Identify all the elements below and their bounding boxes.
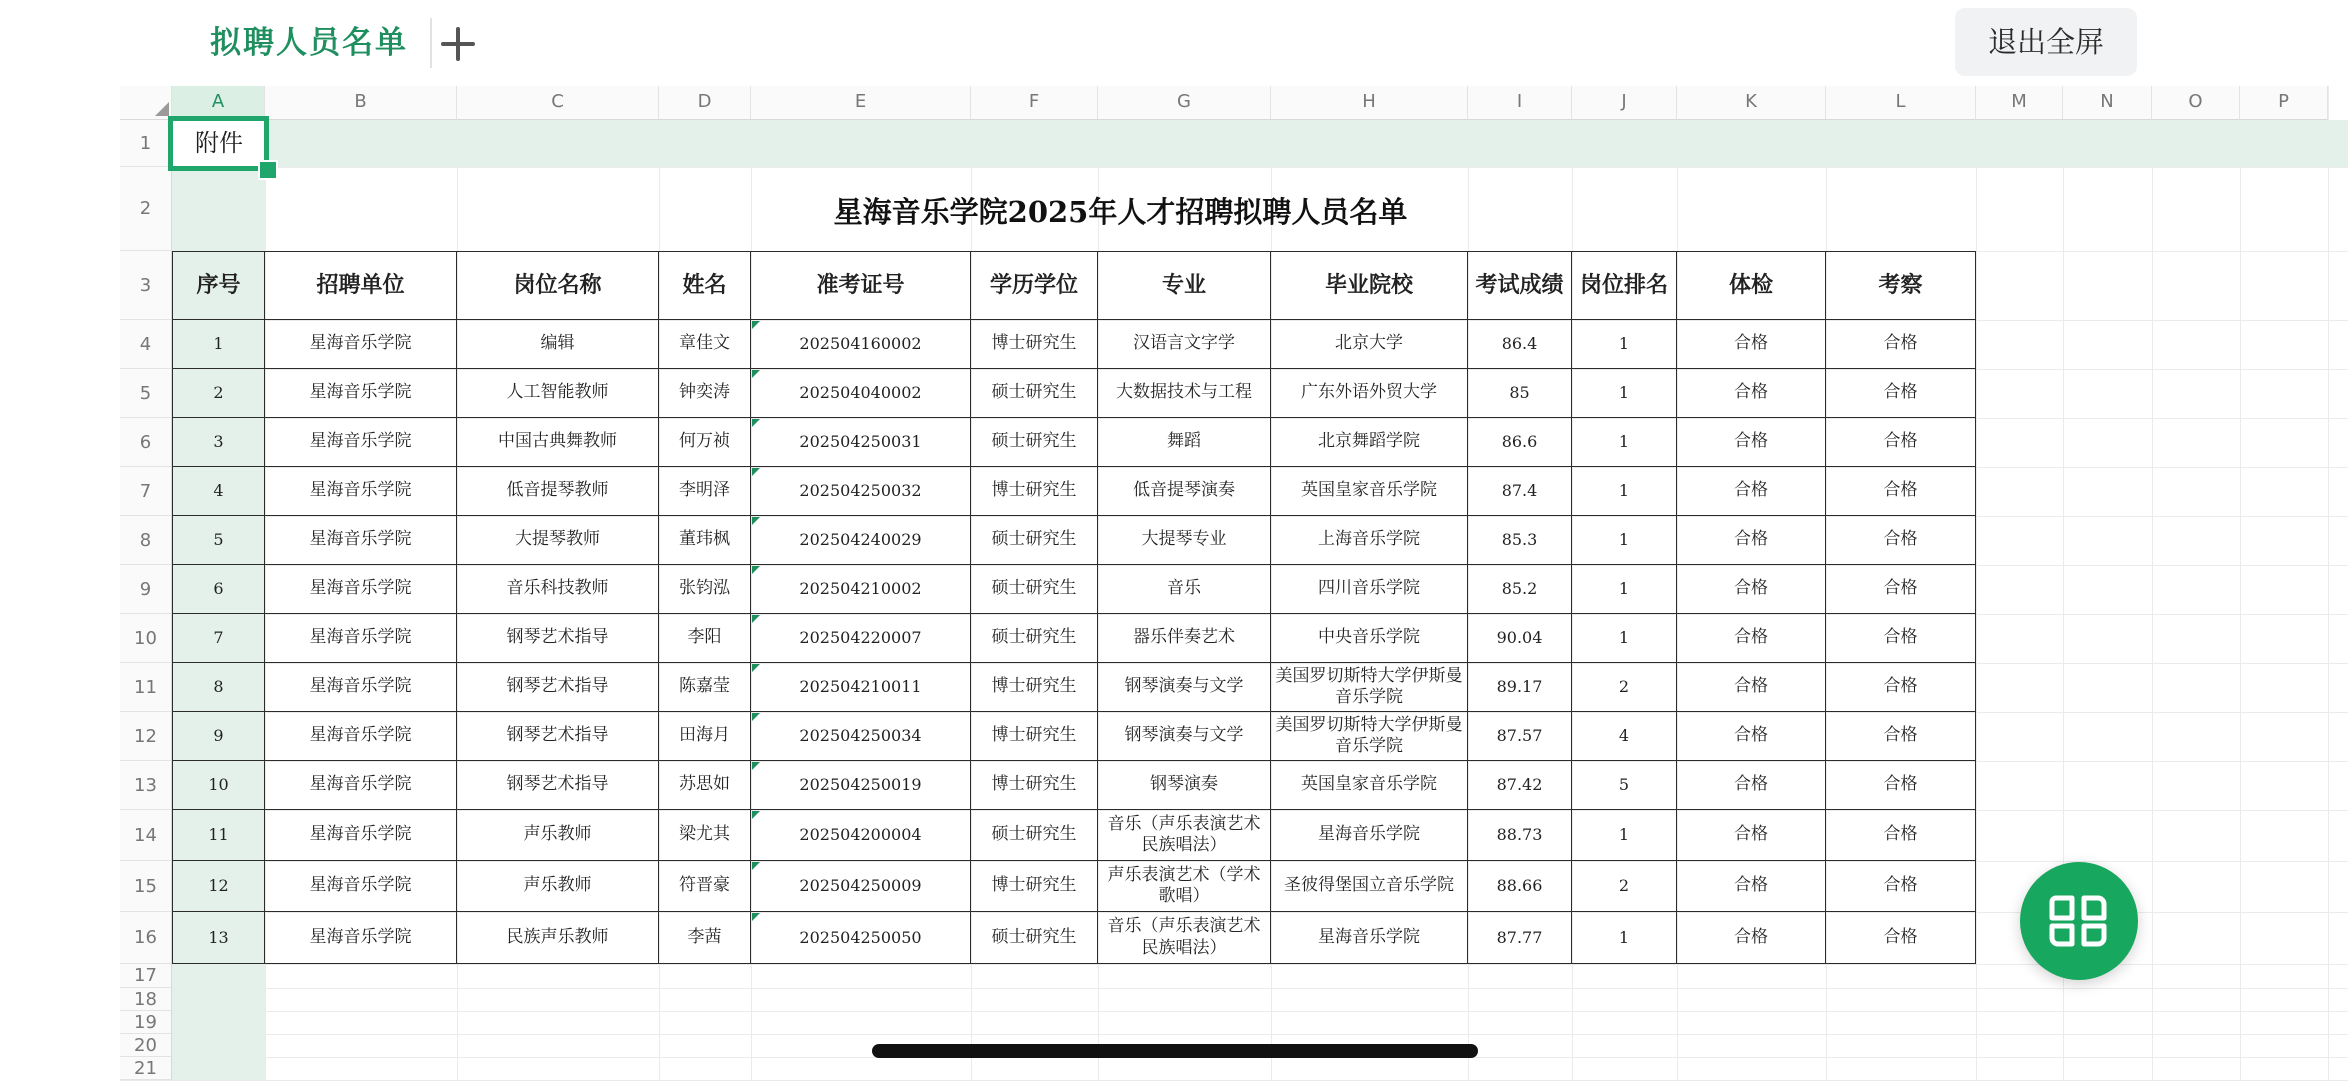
table-cell[interactable]: 星海音乐学院 xyxy=(265,912,457,964)
row-header-10[interactable]: 10 xyxy=(120,614,172,663)
table-header-cell[interactable]: 招聘单位 xyxy=(265,251,457,320)
table-cell[interactable]: 合格 xyxy=(1826,614,1976,663)
cell-flag-icon xyxy=(752,762,760,770)
table-cell[interactable]: 硕士研究生 xyxy=(971,418,1098,467)
grid-line-h xyxy=(120,1034,2348,1035)
table-cell[interactable]: 李茜 xyxy=(659,912,751,964)
table-cell[interactable]: 广东外语外贸大学 xyxy=(1271,369,1468,418)
table-cell[interactable]: 梁尤其 xyxy=(659,810,751,861)
grid-line-h xyxy=(120,988,2348,989)
table-cell[interactable]: 音乐科技教师 xyxy=(457,565,659,614)
table-header-cell[interactable]: 体检 xyxy=(1677,251,1826,320)
table-cell[interactable]: 音乐（声乐表演艺术民族唱法） xyxy=(1098,810,1271,861)
table-cell[interactable]: 13 xyxy=(172,912,265,964)
table-cell[interactable]: 1 xyxy=(1572,565,1677,614)
row-header-20[interactable]: 20 xyxy=(120,1034,172,1057)
table-cell[interactable]: 合格 xyxy=(1677,369,1826,418)
table-cell[interactable]: 钢琴艺术指导 xyxy=(457,614,659,663)
column-header-h[interactable]: H xyxy=(1271,86,1468,120)
sheet-title: 星海音乐学院2025年人才招聘拟聘人员名单 xyxy=(833,194,1408,229)
table-header-cell[interactable]: 专业 xyxy=(1098,251,1271,320)
app-grid-icon xyxy=(2020,862,2138,980)
column-header-a[interactable]: A xyxy=(172,86,265,120)
table-cell[interactable]: 硕士研究生 xyxy=(971,369,1098,418)
table-cell[interactable]: 星海音乐学院 xyxy=(265,516,457,565)
table-cell[interactable]: 李明泽 xyxy=(659,467,751,516)
table-cell[interactable]: 钢琴演奏 xyxy=(1098,761,1271,810)
table-cell[interactable]: 4 xyxy=(1572,712,1677,761)
table-cell[interactable]: 博士研究生 xyxy=(971,712,1098,761)
cell-flag-icon xyxy=(752,862,760,870)
row-header-16[interactable]: 16 xyxy=(120,912,172,964)
cell-flag-icon xyxy=(752,913,760,921)
table-cell[interactable]: 10 xyxy=(172,761,265,810)
table-cell[interactable]: 合格 xyxy=(1677,418,1826,467)
table-cell[interactable]: 87.77 xyxy=(1468,912,1572,964)
table-cell[interactable]: 汉语言文字学 xyxy=(1098,320,1271,369)
row-header-18[interactable]: 18 xyxy=(120,988,172,1011)
table-cell[interactable]: 合格 xyxy=(1677,810,1826,861)
column-header-f[interactable]: F xyxy=(971,86,1098,120)
table-cell[interactable]: 合格 xyxy=(1826,761,1976,810)
table-cell[interactable]: 6 xyxy=(172,565,265,614)
table-cell[interactable]: 12 xyxy=(172,861,265,912)
table-cell[interactable]: 202504250019 xyxy=(751,761,971,810)
table-cell[interactable]: 声乐教师 xyxy=(457,861,659,912)
floating-action-button[interactable] xyxy=(2020,862,2138,980)
table-cell[interactable]: 4 xyxy=(172,467,265,516)
table-cell[interactable]: 88.73 xyxy=(1468,810,1572,861)
table-cell[interactable]: 章佳文 xyxy=(659,320,751,369)
column-header-i[interactable]: I xyxy=(1468,86,1572,120)
table-cell[interactable]: 3 xyxy=(172,418,265,467)
fill-handle[interactable] xyxy=(258,160,278,180)
table-cell[interactable]: 星海音乐学院 xyxy=(265,761,457,810)
table-cell[interactable]: 5 xyxy=(1572,761,1677,810)
table-cell[interactable]: 合格 xyxy=(1677,320,1826,369)
table-cell[interactable]: 钢琴艺术指导 xyxy=(457,761,659,810)
table-cell[interactable]: 博士研究生 xyxy=(971,861,1098,912)
table-cell[interactable]: 202504200004 xyxy=(751,810,971,861)
table-cell[interactable]: 钟奕涛 xyxy=(659,369,751,418)
table-cell[interactable]: 合格 xyxy=(1826,712,1976,761)
table-cell[interactable]: 田海月 xyxy=(659,712,751,761)
table-cell[interactable]: 合格 xyxy=(1826,861,1976,912)
table-cell[interactable]: 5 xyxy=(172,516,265,565)
table-cell[interactable]: 星海音乐学院 xyxy=(265,467,457,516)
table-cell[interactable]: 上海音乐学院 xyxy=(1271,516,1468,565)
column-header-m[interactable]: M xyxy=(1976,86,2063,120)
table-cell[interactable]: 中国古典舞教师 xyxy=(457,418,659,467)
table-cell[interactable]: 85.2 xyxy=(1468,565,1572,614)
row-header-2[interactable]: 2 xyxy=(120,167,172,251)
table-cell[interactable]: 低音提琴演奏 xyxy=(1098,467,1271,516)
cell-flag-icon xyxy=(752,664,760,672)
row-header-14[interactable]: 14 xyxy=(120,810,172,861)
table-header-cell[interactable]: 序号 xyxy=(172,251,265,320)
column-header-g[interactable]: G xyxy=(1098,86,1271,120)
table-cell[interactable]: 硕士研究生 xyxy=(971,516,1098,565)
table-cell[interactable]: 202504250009 xyxy=(751,861,971,912)
table-cell[interactable]: 钢琴艺术指导 xyxy=(457,712,659,761)
table-cell[interactable]: 博士研究生 xyxy=(971,320,1098,369)
row-header-19[interactable]: 19 xyxy=(120,1011,172,1034)
table-cell[interactable]: 合格 xyxy=(1677,712,1826,761)
table-cell[interactable]: 合格 xyxy=(1826,467,1976,516)
column-header-b[interactable]: B xyxy=(265,86,457,120)
row-header-5[interactable]: 5 xyxy=(120,369,172,418)
table-cell[interactable]: 合格 xyxy=(1677,614,1826,663)
cell-flag-icon xyxy=(752,321,760,329)
table-cell[interactable]: 86.6 xyxy=(1468,418,1572,467)
grid-line-v xyxy=(1976,86,1977,1080)
column-header-d[interactable]: D xyxy=(659,86,751,120)
table-cell[interactable]: 大提琴专业 xyxy=(1098,516,1271,565)
row-header-9[interactable]: 9 xyxy=(120,565,172,614)
table-cell[interactable]: 88.66 xyxy=(1468,861,1572,912)
row-header-15[interactable]: 15 xyxy=(120,861,172,912)
table-cell[interactable]: 合格 xyxy=(1677,516,1826,565)
table-header-cell[interactable]: 毕业院校 xyxy=(1271,251,1468,320)
table-header-cell[interactable]: 考试成绩 xyxy=(1468,251,1572,320)
table-cell[interactable]: 星海音乐学院 xyxy=(265,320,457,369)
table-cell[interactable]: 7 xyxy=(172,614,265,663)
table-cell[interactable]: 1 xyxy=(1572,912,1677,964)
grid-line-v xyxy=(2152,86,2153,1080)
cell-flag-icon xyxy=(752,713,760,721)
table-cell[interactable]: 编辑 xyxy=(457,320,659,369)
table-cell[interactable]: 星海音乐学院 xyxy=(265,861,457,912)
table-cell[interactable]: 英国皇家音乐学院 xyxy=(1271,467,1468,516)
table-cell[interactable]: 202504220007 xyxy=(751,614,971,663)
table-header-cell[interactable]: 考察 xyxy=(1826,251,1976,320)
row-header-6[interactable]: 6 xyxy=(120,418,172,467)
table-cell[interactable]: 星海音乐学院 xyxy=(265,663,457,712)
grid-line-h xyxy=(120,964,2348,965)
row-header-17[interactable]: 17 xyxy=(120,964,172,988)
table-cell[interactable]: 87.57 xyxy=(1468,712,1572,761)
table-cell[interactable]: 民族声乐教师 xyxy=(457,912,659,964)
table-cell[interactable]: 合格 xyxy=(1826,369,1976,418)
table-cell[interactable]: 声乐表演艺术（学术歌唱） xyxy=(1098,861,1271,912)
table-cell[interactable]: 音乐（声乐表演艺术民族唱法） xyxy=(1098,912,1271,964)
cell-flag-icon xyxy=(752,566,760,574)
table-cell[interactable]: 北京大学 xyxy=(1271,320,1468,369)
table-cell[interactable]: 合格 xyxy=(1677,912,1826,964)
table-cell[interactable]: 202504250032 xyxy=(751,467,971,516)
table-cell[interactable]: 美国罗切斯特大学伊斯曼音乐学院 xyxy=(1271,712,1468,761)
table-cell[interactable]: 董玮枫 xyxy=(659,516,751,565)
grid-line-h xyxy=(120,1011,2348,1012)
table-cell[interactable]: 舞蹈 xyxy=(1098,418,1271,467)
table-cell[interactable]: 钢琴艺术指导 xyxy=(457,663,659,712)
row-header-4[interactable]: 4 xyxy=(120,320,172,369)
table-header-cell[interactable]: 岗位排名 xyxy=(1572,251,1677,320)
table-cell[interactable]: 符晋豪 xyxy=(659,861,751,912)
column-header-j[interactable]: J xyxy=(1572,86,1677,120)
cell-flag-icon xyxy=(752,517,760,525)
table-cell[interactable]: 英国皇家音乐学院 xyxy=(1271,761,1468,810)
exit-fullscreen-button[interactable]: 退出全屏 xyxy=(1955,8,2137,76)
table-cell[interactable]: 合格 xyxy=(1826,565,1976,614)
cell-flag-icon xyxy=(752,615,760,623)
table-cell[interactable]: 合格 xyxy=(1677,467,1826,516)
table-cell[interactable]: 1 xyxy=(172,320,265,369)
table-cell[interactable]: 星海音乐学院 xyxy=(265,712,457,761)
row-header-1[interactable]: 1 xyxy=(120,120,172,167)
cell-flag-icon xyxy=(752,468,760,476)
table-cell[interactable]: 202504240029 xyxy=(751,516,971,565)
row-header-3[interactable]: 3 xyxy=(120,251,172,320)
row-header-8[interactable]: 8 xyxy=(120,516,172,565)
table-cell[interactable]: 星海音乐学院 xyxy=(1271,810,1468,861)
column-header-c[interactable]: C xyxy=(457,86,659,120)
table-cell[interactable]: 博士研究生 xyxy=(971,761,1098,810)
table-cell[interactable]: 合格 xyxy=(1677,565,1826,614)
row-header-7[interactable]: 7 xyxy=(120,467,172,516)
table-cell[interactable]: 星海音乐学院 xyxy=(265,418,457,467)
column-header-k[interactable]: K xyxy=(1677,86,1826,120)
table-cell[interactable]: 合格 xyxy=(1826,320,1976,369)
table-cell[interactable]: 202504250031 xyxy=(751,418,971,467)
table-cell[interactable]: 202504160002 xyxy=(751,320,971,369)
table-cell[interactable]: 87.42 xyxy=(1468,761,1572,810)
table-cell[interactable]: 星海音乐学院 xyxy=(265,369,457,418)
table-cell[interactable]: 硕士研究生 xyxy=(971,565,1098,614)
table-cell[interactable]: 2 xyxy=(172,369,265,418)
column-header-o[interactable]: O xyxy=(2152,86,2240,120)
row-header-12[interactable]: 12 xyxy=(120,712,172,761)
table-cell[interactable]: 李阳 xyxy=(659,614,751,663)
grid-line-v xyxy=(2328,86,2329,1080)
column-header-n[interactable]: N xyxy=(2063,86,2152,120)
table-cell[interactable]: 1 xyxy=(1572,320,1677,369)
table-cell[interactable]: 1 xyxy=(1572,614,1677,663)
table-cell[interactable]: 硕士研究生 xyxy=(971,912,1098,964)
table-cell[interactable]: 9 xyxy=(172,712,265,761)
table-cell[interactable]: 苏思如 xyxy=(659,761,751,810)
sheet-tab[interactable]: 拟聘人员名单 xyxy=(210,25,408,61)
table-cell[interactable]: 合格 xyxy=(1826,663,1976,712)
table-cell[interactable]: 2 xyxy=(1572,861,1677,912)
table-cell[interactable]: 合格 xyxy=(1677,861,1826,912)
table-cell[interactable]: 音乐 xyxy=(1098,565,1271,614)
table-cell[interactable]: 声乐教师 xyxy=(457,810,659,861)
table-cell[interactable]: 中央音乐学院 xyxy=(1271,614,1468,663)
table-cell[interactable]: 1 xyxy=(1572,418,1677,467)
table-cell[interactable]: 硕士研究生 xyxy=(971,810,1098,861)
table-cell[interactable]: 何万祯 xyxy=(659,418,751,467)
table-cell[interactable]: 低音提琴教师 xyxy=(457,467,659,516)
grid-line-h xyxy=(120,167,2348,168)
table-cell[interactable]: 89.17 xyxy=(1468,663,1572,712)
table-header-cell[interactable]: 准考证号 xyxy=(751,251,971,320)
table-cell[interactable]: 大数据技术与工程 xyxy=(1098,369,1271,418)
row-header-21[interactable]: 21 xyxy=(120,1057,172,1080)
table-cell[interactable]: 博士研究生 xyxy=(971,663,1098,712)
row-header-11[interactable]: 11 xyxy=(120,663,172,712)
table-cell[interactable]: 202504250034 xyxy=(751,712,971,761)
table-cell[interactable]: 202504210011 xyxy=(751,663,971,712)
table-cell[interactable]: 钢琴演奏与文学 xyxy=(1098,712,1271,761)
table-cell[interactable]: 合格 xyxy=(1826,810,1976,861)
table-cell[interactable]: 星海音乐学院 xyxy=(265,614,457,663)
table-cell[interactable]: 1 xyxy=(1572,467,1677,516)
table-cell[interactable]: 87.4 xyxy=(1468,467,1572,516)
table-cell[interactable]: 1 xyxy=(1572,810,1677,861)
table-cell[interactable]: 90.04 xyxy=(1468,614,1572,663)
table-header-cell[interactable]: 姓名 xyxy=(659,251,751,320)
cell-flag-icon xyxy=(752,419,760,427)
table-cell[interactable]: 钢琴演奏与文学 xyxy=(1098,663,1271,712)
cell-a1-selected[interactable]: 附件 xyxy=(168,116,269,171)
home-indicator xyxy=(872,1044,1478,1058)
row-header-13[interactable]: 13 xyxy=(120,761,172,810)
table-cell[interactable]: 11 xyxy=(172,810,265,861)
table-cell[interactable]: 1 xyxy=(1572,369,1677,418)
select-all-corner-icon xyxy=(155,102,169,116)
table-header-cell[interactable]: 岗位名称 xyxy=(457,251,659,320)
table-cell[interactable]: 张钧泓 xyxy=(659,565,751,614)
table-cell[interactable]: 1 xyxy=(1572,516,1677,565)
table-cell[interactable]: 202504210002 xyxy=(751,565,971,614)
cell-flag-icon xyxy=(752,811,760,819)
table-cell[interactable]: 四川音乐学院 xyxy=(1271,565,1468,614)
table-cell[interactable]: 85 xyxy=(1468,369,1572,418)
table-cell[interactable]: 合格 xyxy=(1677,663,1826,712)
table-cell[interactable]: 大提琴教师 xyxy=(457,516,659,565)
table-cell[interactable]: 2 xyxy=(1572,663,1677,712)
column-header-e[interactable]: E xyxy=(751,86,971,120)
table-cell[interactable]: 202504250050 xyxy=(751,912,971,964)
column-header-l[interactable]: L xyxy=(1826,86,1976,120)
table-cell[interactable]: 北京舞蹈学院 xyxy=(1271,418,1468,467)
grid-line-v xyxy=(2240,86,2241,1080)
table-cell[interactable]: 人工智能教师 xyxy=(457,369,659,418)
table-cell[interactable]: 博士研究生 xyxy=(971,467,1098,516)
table-cell[interactable]: 圣彼得堡国立音乐学院 xyxy=(1271,861,1468,912)
table-cell[interactable]: 美国罗切斯特大学伊斯曼音乐学院 xyxy=(1271,663,1468,712)
row-1-highlight xyxy=(172,120,2348,167)
table-cell[interactable]: 星海音乐学院 xyxy=(265,565,457,614)
table-header-cell[interactable]: 学历学位 xyxy=(971,251,1098,320)
table-cell[interactable]: 陈嘉莹 xyxy=(659,663,751,712)
table-cell[interactable]: 合格 xyxy=(1826,418,1976,467)
cell-flag-icon xyxy=(752,370,760,378)
table-cell[interactable]: 星海音乐学院 xyxy=(1271,912,1468,964)
table-cell[interactable]: 86.4 xyxy=(1468,320,1572,369)
table-cell[interactable]: 合格 xyxy=(1826,516,1976,565)
table-cell[interactable]: 器乐伴奏艺术 xyxy=(1098,614,1271,663)
column-header-p[interactable]: P xyxy=(2240,86,2328,120)
table-cell[interactable]: 202504040002 xyxy=(751,369,971,418)
table-cell[interactable]: 硕士研究生 xyxy=(971,614,1098,663)
table-cell[interactable]: 星海音乐学院 xyxy=(265,810,457,861)
table-cell[interactable]: 8 xyxy=(172,663,265,712)
table-cell[interactable]: 合格 xyxy=(1826,912,1976,964)
table-cell[interactable]: 合格 xyxy=(1677,761,1826,810)
table-cell[interactable]: 85.3 xyxy=(1468,516,1572,565)
